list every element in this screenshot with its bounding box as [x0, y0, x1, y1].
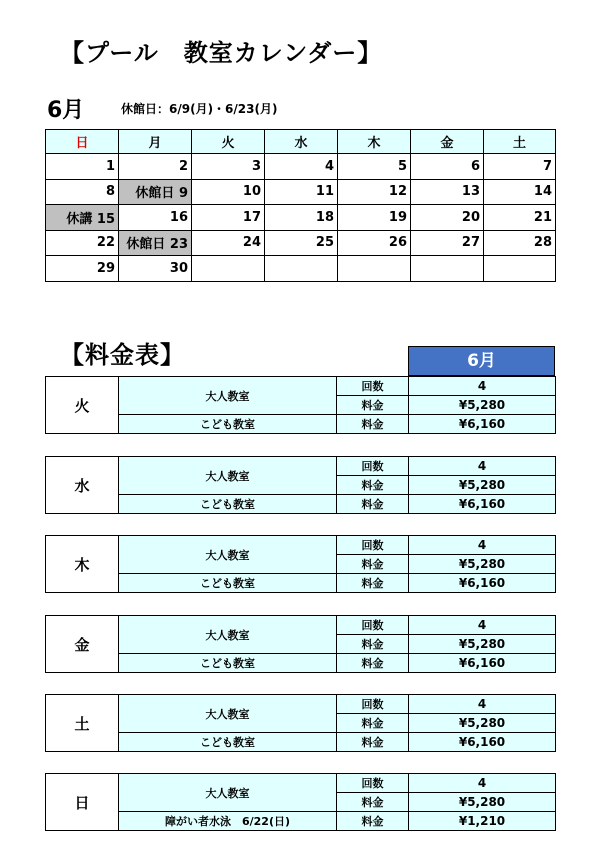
second-fee-value: ¥1,210	[409, 812, 556, 831]
calendar-day-cell: 24	[192, 230, 265, 256]
fee-label: 料金	[337, 635, 409, 654]
calendar-day-cell: 18	[265, 205, 338, 231]
calendar-table	[45, 129, 556, 282]
fee-label: 料金	[337, 812, 409, 831]
closed-days-note: 休館日：6/9(月)・6/23(月)	[121, 102, 278, 116]
fee-month-header: 6月	[408, 346, 555, 376]
calendar-day-cell: 11	[265, 179, 338, 205]
adult-class-label: 大人教室	[119, 377, 337, 415]
second-class-label: 障がい者水泳 6/22(日)	[119, 812, 337, 831]
fee-label: 料金	[337, 495, 409, 514]
adult-class-label: 大人教室	[119, 695, 337, 733]
adult-fee-value: ¥5,280	[409, 793, 556, 812]
fee-label: 料金	[337, 793, 409, 812]
calendar-day-cell: 10	[192, 179, 265, 205]
calendar-day-cell: 12	[338, 179, 411, 205]
calendar-day-cell: 8	[46, 179, 119, 205]
calendar-week-row	[46, 256, 556, 282]
second-fee-value: ¥6,160	[409, 574, 556, 593]
calendar-day-cell: 6	[411, 154, 484, 180]
calendar-weekday-row	[46, 130, 556, 154]
fee-label: 料金	[337, 555, 409, 574]
count-label: 回数	[337, 536, 409, 555]
calendar-day-cell: 4	[265, 154, 338, 180]
weekday-sunday: 日	[46, 130, 119, 154]
count-label: 回数	[337, 377, 409, 396]
second-class-label: こども教室	[119, 495, 337, 514]
weekday-wednesday: 水	[265, 130, 338, 154]
fee-block-thursday	[45, 535, 556, 593]
weekday-friday: 金	[411, 130, 484, 154]
count-label: 回数	[337, 616, 409, 635]
fee-block-tuesday	[45, 376, 556, 434]
calendar-week-row	[46, 205, 556, 231]
second-fee-value: ¥6,160	[409, 654, 556, 673]
weekday-monday: 月	[119, 130, 192, 154]
calendar-day-cell: 16	[119, 205, 192, 231]
calendar-day-cell: 5	[338, 154, 411, 180]
fee-day-label: 金	[46, 616, 119, 673]
calendar-week-row	[46, 154, 556, 180]
fee-table-title: 【料金表】	[60, 341, 185, 369]
page-title: 【プール 教室カレンダー】	[60, 39, 383, 67]
fee-day-label: 水	[46, 457, 119, 514]
second-fee-value: ¥6,160	[409, 733, 556, 752]
calendar-day-cell	[192, 256, 265, 282]
fee-label: 料金	[337, 714, 409, 733]
calendar-day-cell: 26	[338, 230, 411, 256]
calendar-day-cell: 3	[192, 154, 265, 180]
adult-class-label: 大人教室	[119, 457, 337, 495]
calendar-closed-day-cell: 休館日 23	[119, 230, 192, 256]
fee-block-sunday	[45, 773, 556, 831]
adult-fee-value: ¥5,280	[409, 714, 556, 733]
calendar-day-cell: 14	[484, 179, 556, 205]
adult-class-label: 大人教室	[119, 536, 337, 574]
calendar-month-label: 6月	[47, 98, 85, 123]
count-label: 回数	[337, 457, 409, 476]
fee-day-label: 木	[46, 536, 119, 593]
fee-day-label: 火	[46, 377, 119, 434]
calendar-day-cell	[411, 256, 484, 282]
adult-class-label: 大人教室	[119, 774, 337, 812]
calendar-week-row	[46, 230, 556, 256]
count-value: 4	[409, 536, 556, 555]
calendar-day-cell: 13	[411, 179, 484, 205]
calendar-day-cell: 19	[338, 205, 411, 231]
second-class-label: こども教室	[119, 415, 337, 434]
fee-label: 料金	[337, 654, 409, 673]
calendar-day-cell: 25	[265, 230, 338, 256]
weekday-tuesday: 火	[192, 130, 265, 154]
fee-block-friday	[45, 615, 556, 673]
calendar-day-cell: 2	[119, 154, 192, 180]
count-value: 4	[409, 774, 556, 793]
second-class-label: こども教室	[119, 654, 337, 673]
calendar-day-cell	[265, 256, 338, 282]
weekday-saturday: 土	[484, 130, 556, 154]
second-class-label: こども教室	[119, 733, 337, 752]
calendar-cancelled-day-cell: 休講 15	[46, 205, 119, 231]
adult-fee-value: ¥5,280	[409, 635, 556, 654]
calendar-day-cell: 17	[192, 205, 265, 231]
fee-block-wednesday	[45, 456, 556, 514]
count-value: 4	[409, 377, 556, 396]
fee-label: 料金	[337, 574, 409, 593]
second-fee-value: ¥6,160	[409, 415, 556, 434]
calendar-week-row	[46, 179, 556, 205]
fee-label: 料金	[337, 476, 409, 495]
calendar-day-cell: 22	[46, 230, 119, 256]
second-class-label: こども教室	[119, 574, 337, 593]
fee-label: 料金	[337, 396, 409, 415]
count-label: 回数	[337, 774, 409, 793]
calendar-day-cell: 7	[484, 154, 556, 180]
fee-day-label: 土	[46, 695, 119, 752]
calendar-day-cell: 30	[119, 256, 192, 282]
count-value: 4	[409, 616, 556, 635]
fee-block-saturday	[45, 694, 556, 752]
calendar-day-cell: 21	[484, 205, 556, 231]
calendar-day-cell	[338, 256, 411, 282]
fee-label: 料金	[337, 733, 409, 752]
calendar-day-cell: 28	[484, 230, 556, 256]
adult-class-label: 大人教室	[119, 616, 337, 654]
count-value: 4	[409, 695, 556, 714]
calendar-day-cell: 1	[46, 154, 119, 180]
count-label: 回数	[337, 695, 409, 714]
second-fee-value: ¥6,160	[409, 495, 556, 514]
fee-day-label: 日	[46, 774, 119, 831]
weekday-thursday: 木	[338, 130, 411, 154]
calendar-day-cell	[484, 256, 556, 282]
adult-fee-value: ¥5,280	[409, 555, 556, 574]
fee-label: 料金	[337, 415, 409, 434]
calendar-day-cell: 20	[411, 205, 484, 231]
calendar-closed-day-cell: 休館日 9	[119, 179, 192, 205]
adult-fee-value: ¥5,280	[409, 476, 556, 495]
count-value: 4	[409, 457, 556, 476]
calendar-day-cell: 29	[46, 256, 119, 282]
adult-fee-value: ¥5,280	[409, 396, 556, 415]
calendar-day-cell: 27	[411, 230, 484, 256]
